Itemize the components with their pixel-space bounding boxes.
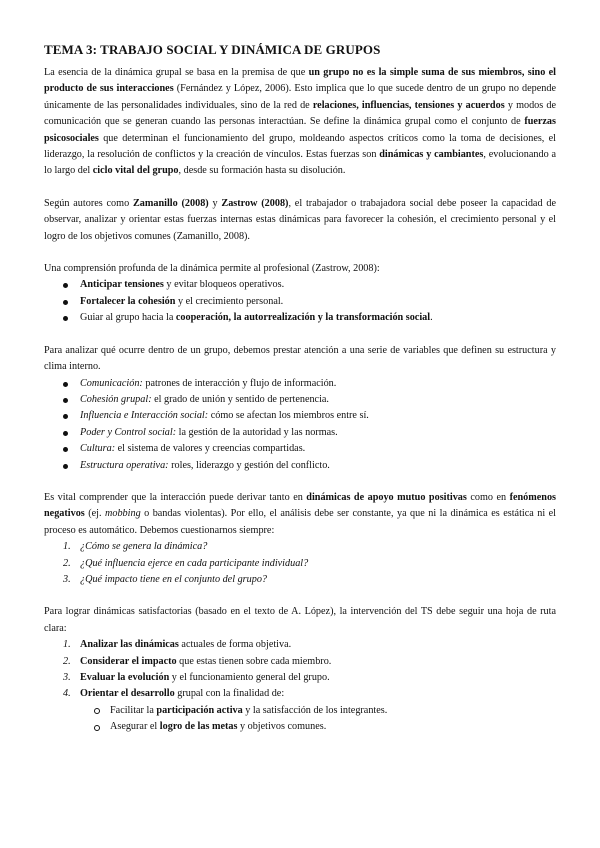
text-run: como en xyxy=(466,491,510,503)
bullet-list-benefits xyxy=(44,277,556,326)
bold-run: logro de las metas xyxy=(159,721,238,733)
bold-run: Analizar las dinámicas xyxy=(80,639,179,651)
text-run: el grado de unión y sentido de pertenencia. xyxy=(151,393,329,405)
text-run: La esencia de la dinámica grupal se basa en la premisa de que xyxy=(44,67,309,78)
bold-run: relaciones, influencias, tensiones y acuerdos xyxy=(312,99,505,111)
text-run: , el trabajador o trabajadora social debe poseer la capacidad de observar, analizar y orientar estas fuerzas internas estas dinámicas para favorecer la cohesión, el crecimiento personal y el logro de los objetivos comunes (Zamanillo, 2008). xyxy=(44,197,556,242)
text-run: Es vital comprender que la interacción puede derivar tanto en xyxy=(44,491,307,503)
bold-run: ciclo vital del grupo xyxy=(92,165,179,177)
list-item xyxy=(44,294,556,310)
list-item xyxy=(44,425,556,441)
bold-run: Evaluar la evolución xyxy=(80,672,170,683)
text-run: Asegurar el xyxy=(110,721,160,733)
bold-run: un grupo no es la simple suma de sus miembros, sino el producto de sus interacciones xyxy=(44,67,556,95)
text-run: . xyxy=(430,312,433,324)
numbered-list-questions xyxy=(44,539,556,588)
text-run: cómo se afectan los miembros entre sí. xyxy=(208,410,369,422)
paragraph-understanding-intro: Una comprensión profunda de la dinámica permite al profesional (Zastrow, 2008): xyxy=(44,263,380,275)
italic-term: Estructura operativa: xyxy=(80,459,169,471)
text-run: roles, liderazgo y gestión del conflicto. xyxy=(168,459,330,471)
list-item xyxy=(44,441,556,457)
text-run: el sistema de valores y creencias compartidas. xyxy=(115,443,306,455)
italic-run: mobbing xyxy=(105,508,141,520)
text-run: grupal con la finalidad de: xyxy=(174,688,285,700)
list-number: 1. xyxy=(63,639,71,651)
text-run: (ej. xyxy=(84,508,105,520)
text-run: que estas tienen sobre cada miembro. xyxy=(176,655,332,667)
text-run: y evitar bloqueos operativos. xyxy=(163,279,285,291)
italic-term: Comunicación: xyxy=(80,377,143,389)
list-item xyxy=(44,408,556,424)
list-number: 3. xyxy=(63,672,71,683)
list-number: 4. xyxy=(63,688,71,700)
sub-list-item xyxy=(44,703,556,719)
bold-run: Orientar el desarrollo xyxy=(80,688,175,700)
text-run: , desde su formación hasta su disolución. xyxy=(178,165,346,177)
list-item xyxy=(44,539,556,555)
list-item xyxy=(44,654,556,670)
list-item xyxy=(44,392,556,408)
text-run: y objetivos comunes. xyxy=(237,721,327,733)
text-run: Guiar al grupo hacia la xyxy=(80,312,176,324)
text-run: , evolucionando a lo largo del xyxy=(44,149,557,177)
list-item xyxy=(44,310,556,326)
sub-list-item xyxy=(44,719,556,735)
text-run: Facilitar la xyxy=(110,704,157,716)
paragraph-group-dynamics-definition xyxy=(44,65,556,180)
list-number: 2. xyxy=(63,557,71,569)
paragraph-roadmap-intro: Para lograr dinámicas satisfactorias (basado en el texto de A. López), la intervención del TS debe seguir una hoja de ruta clara: xyxy=(44,606,556,634)
bold-run: cooperación, la autorrealización y la transformación social xyxy=(175,312,431,324)
text-run: la gestión de la autoridad y las normas. xyxy=(176,426,338,438)
bold-run: Fortalecer la cohesión xyxy=(80,295,176,307)
bold-run: dinámicas de apoyo mutuo positivas xyxy=(306,491,467,503)
list-item xyxy=(44,572,556,588)
list-item xyxy=(44,637,556,653)
bullet-list-variables xyxy=(44,376,556,474)
list-item xyxy=(44,686,556,702)
text-run: actuales de forma objetiva. xyxy=(178,639,292,651)
numbered-list-roadmap xyxy=(44,637,556,735)
text-run: que determinan el funcionamiento del grupo, moldeando aspectos críticos como la toma de decisiones, el liderazgo, la resolución de conflictos y la creación de vínculos. Estas fuerzas son xyxy=(44,132,556,161)
italic-run: ¿Qué influencia ejerce en cada participante individual? xyxy=(80,557,309,569)
paragraph-authors xyxy=(44,196,556,245)
bold-run: fenómenos negativos xyxy=(44,491,556,520)
list-item xyxy=(44,670,556,686)
text-run: y la satisfacción de los integrantes. xyxy=(242,704,388,716)
text-run: y modos de comunicación que se generan cuando las personas interactúan. Se define la dinámica grupal como el conjunto de xyxy=(44,99,556,128)
bold-run: Zamanillo (2008) xyxy=(132,197,209,209)
bold-run: fuerzas psicosociales xyxy=(44,116,556,144)
italic-run: ¿Cómo se genera la dinámica? xyxy=(80,541,208,553)
text-run: patrones de interacción y flujo de información. xyxy=(142,377,337,389)
paragraph-variables-intro: Para analizar qué ocurre dentro de un grupo, debemos prestar atención a una serie de variables que definen su estructura y clima interno. xyxy=(44,344,556,373)
italic-term: Cohesión grupal: xyxy=(80,393,152,405)
text-run: y xyxy=(208,197,222,209)
paragraph-positive-negative xyxy=(44,490,556,539)
list-number: 2. xyxy=(63,655,71,667)
text-run: (Fernández y López, 2006). Esto implica que lo que sucede dentro de un grupo no depende únicamente de las personalidades individuales, sino de la red de xyxy=(44,83,556,111)
italic-term: Cultura: xyxy=(80,443,116,455)
text-run: y el funcionamiento general del grupo. xyxy=(169,672,330,683)
list-item xyxy=(44,458,556,474)
bold-run: Anticipar tensiones xyxy=(80,279,164,291)
bold-run: dinámicas y cambiantes xyxy=(379,149,484,161)
page-title: TEMA 3: TRABAJO SOCIAL Y DINÁMICA DE GRUPOS xyxy=(44,42,381,57)
text-run: o bandas violentas). Por ello, el análisis debe ser constante, ya que ni la dinámica es estática ni el proceso es automático. Debemos cuestionarnos siempre: xyxy=(44,508,556,536)
list-item xyxy=(44,556,556,572)
italic-term: Poder y Control social: xyxy=(80,426,177,438)
bold-run: Zastrow (2008) xyxy=(221,197,289,209)
text-run: y el crecimiento personal. xyxy=(175,295,284,307)
list-number: 1. xyxy=(63,541,71,553)
bold-run: Considerar el impacto xyxy=(80,655,177,667)
list-item xyxy=(44,376,556,392)
list-number: 3. xyxy=(63,573,71,585)
bold-run: participación activa xyxy=(156,704,243,716)
italic-run: ¿Qué impacto tiene en el conjunto del grupo? xyxy=(80,573,268,585)
text-run: Según autores como xyxy=(44,197,133,209)
italic-term: Influencia e Interacción social: xyxy=(80,410,209,422)
list-item xyxy=(44,277,556,293)
